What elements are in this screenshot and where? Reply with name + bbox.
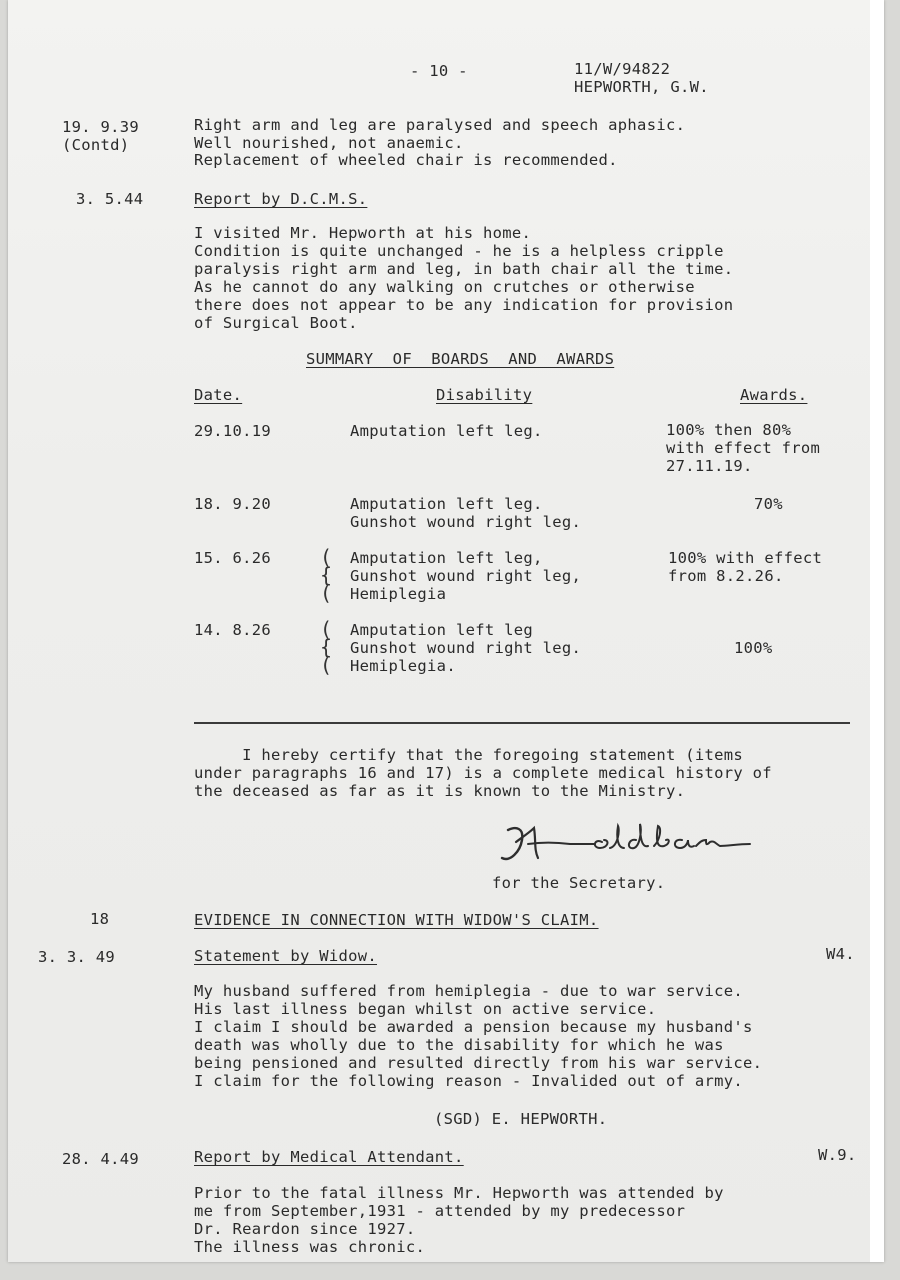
table-row-date: 29.10.19 [194,422,272,440]
report-text-line: me from September,1931 - attended by my predecessor [194,1202,686,1220]
report-heading: Report by D.C.M.S. [194,190,368,208]
certification-line: I hereby certify that the foregoing statement (items [194,746,744,764]
table-row-date: 18. 9.20 [194,495,272,513]
statement-heading: Statement by Widow. [194,947,378,965]
table-row-award: 27.11.19. [666,457,753,475]
page-number: - 10 - [410,62,468,80]
page-edge [870,0,884,1262]
table-row-disability: Gunshot wound right leg, [350,567,582,585]
certification-line: under paragraphs 16 and 17) is a complete medical history of [194,764,772,782]
report-text-line: paralysis right arm and leg, in bath chair all the time. [194,260,734,278]
entry-text-line: Right arm and leg are paralysed and speech aphasic. [194,116,686,134]
table-row-award: 100% [734,639,773,657]
document-page [8,0,884,1262]
section-heading: EVIDENCE IN CONNECTION WITH WIDOW'S CLAIM. [194,911,599,929]
table-row-disability: Gunshot wound right leg. [350,639,582,657]
entry-date: 3. 3. 49 [38,948,116,966]
statement-line: being pensioned and resulted directly from his war service. [194,1054,763,1072]
table-row-disability: Gunshot wound right leg. [350,513,582,531]
report-heading: Report by Medical Attendant. [194,1148,464,1166]
entry-date: 19. 9.39 [62,118,140,136]
report-text-line: The illness was chronic. [194,1238,426,1256]
document-ref: W4. [826,945,855,963]
table-row-award: 100% with effect [668,549,823,567]
entry-text-line: Well nourished, not anaemic. [194,134,464,152]
statement-line: My husband suffered from hemiplegia - due to war service. [194,982,744,1000]
column-header-disability: Disability [436,386,533,404]
table-row-disability: Hemiplegia [350,585,447,603]
column-header-awards: Awards. [740,386,808,404]
table-row-disability: Hemiplegia. [350,657,456,675]
section-number: 18 [90,910,110,928]
report-text-line: Prior to the fatal illness Mr. Hepworth was attended by [194,1184,724,1202]
report-text-line: of Surgical Boot. [194,314,358,332]
report-text-line: As he cannot do any walking on crutches or otherwise [194,278,695,296]
section-divider [194,722,850,724]
column-header-date: Date. [194,386,243,404]
table-row-award: 70% [754,495,783,513]
report-text-line: I visited Mr. Hepworth at his home. [194,224,532,242]
entry-date-contd: (Contd) [62,136,130,154]
entry-date: 3. 5.44 [76,190,144,208]
statement-line: death was wholly due to the disability for which he was [194,1036,724,1054]
statement-signature: (SGD) E. HEPWORTH. [434,1110,608,1128]
table-row-disability: Amputation left leg. [350,422,543,440]
summary-title: SUMMARY OF BOARDS AND AWARDS [306,350,615,368]
table-row-date: 14. 8.26 [194,621,272,639]
statement-line: I claim for the following reason - Invalided out of army. [194,1072,744,1090]
report-text-line: Condition is quite unchanged - he is a helpless cripple [194,242,724,260]
certification-line: the deceased as far as it is known to the Ministry. [194,782,686,800]
table-row-award: 100% then 80% [666,421,792,439]
document-ref: W.9. [818,1146,857,1164]
table-row-disability: Amputation left leg. [350,495,543,513]
table-row-award: with effect from [666,439,821,457]
handwritten-signature [494,818,764,874]
entry-date: 28. 4.49 [62,1150,140,1168]
entry-text-line: Replacement of wheeled chair is recommended. [194,151,618,169]
subject-name: HEPWORTH, G.W. [574,78,709,96]
statement-line: I claim I should be awarded a pension because my husband's [194,1018,753,1036]
table-row-disability: Amputation left leg [350,621,534,639]
bracket-mark: ( { ( [320,617,333,677]
bracket-mark: ( { ( [320,545,333,605]
signatory-line: for the Secretary. [492,874,666,892]
table-row-award: from 8.2.26. [668,567,784,585]
file-reference: 11/W/94822 [574,60,671,78]
table-row-disability: Amputation left leg, [350,549,543,567]
report-text-line: there does not appear to be any indication for provision [194,296,734,314]
table-row-date: 15. 6.26 [194,549,272,567]
report-text-line: Dr. Reardon since 1927. [194,1220,416,1238]
statement-line: His last illness began whilst on active service. [194,1000,657,1018]
